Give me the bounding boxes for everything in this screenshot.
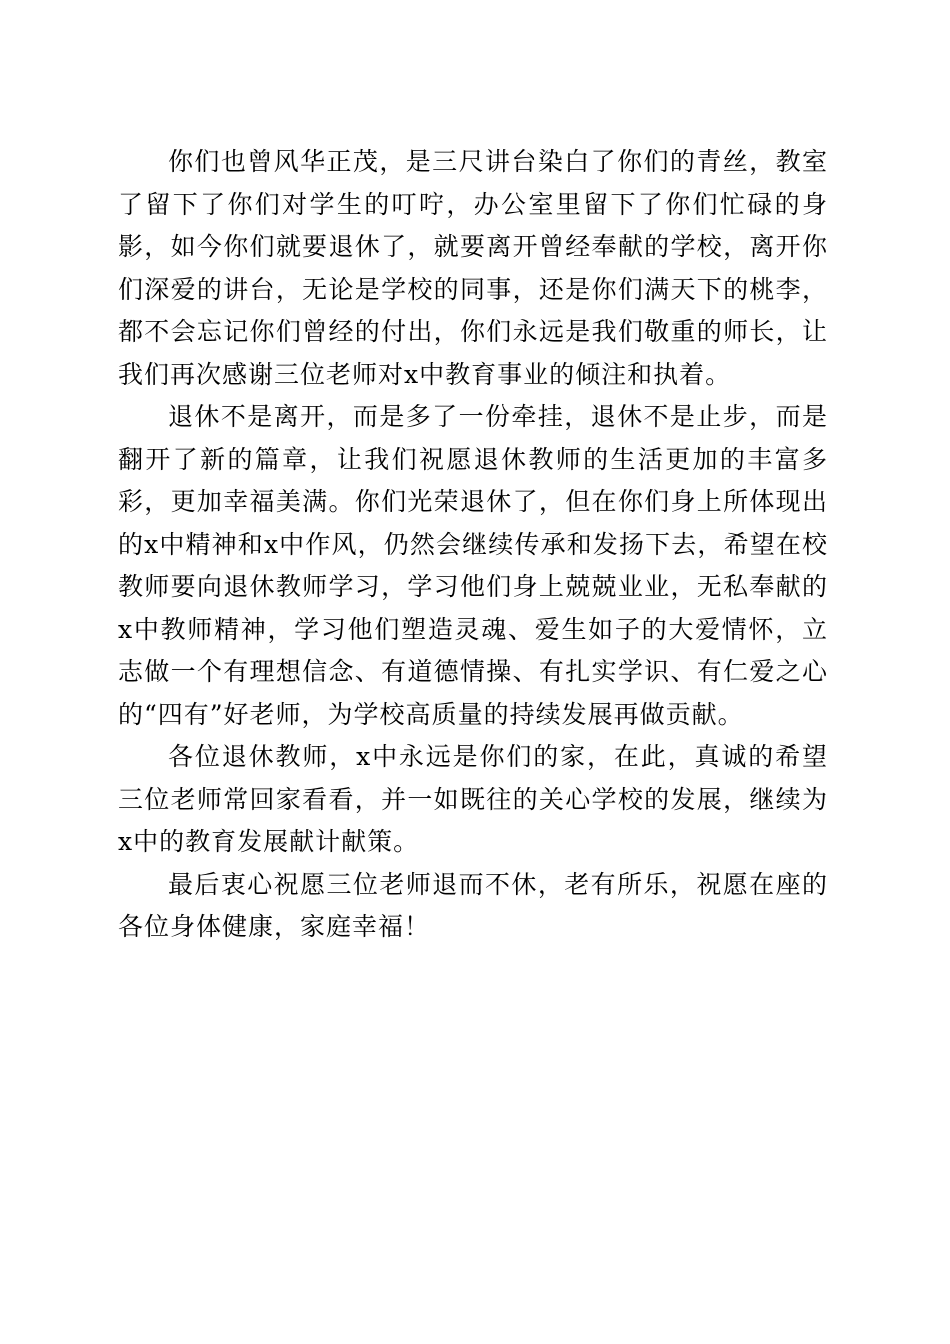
paragraph-1: 你们也曾风华正茂，是三尺讲台染白了你们的青丝，教室了留下了你们对学生的叮咛，办公室里留下了你们忙碌的身影，如今你们就要退休了，就要离开曾经奉献的学校，离开你们深爱的讲台，无论是学校的同事，还是你们满天下的桃李，都不会忘记你们曾经的付出，你们永远是我们敬重的师长，让我们再次感谢三位老师对x中教育事业的倾注和执着。 [118, 147, 828, 389]
document-body [118, 141, 828, 949]
paragraph-2: 退休不是离开，而是多了一份牵挂，退休不是止步，而是翻开了新的篇章，让我们祝愿退休教师的生活更加的丰富多彩，更加幸福美满。你们光荣退休了，但在你们身上所体现出的x中精神和x中作风，仍然会继续传承和发扬下去，希望在校教师要向退休教师学习，学习他们身上兢兢业业，无私奉献的x中教师精神，学习他们塑造灵魂、爱生如子的大爱情怀，立志做一个有理想信念、有道德情操、有扎实学识、有仁爱之心的“四有”好老师，为学校高质量的持续发展再做贡献。 [118, 402, 828, 729]
paragraph-4: 最后衷心祝愿三位老师退而不休，老有所乐，祝愿在座的各位身体健康，家庭幸福！ [118, 869, 828, 941]
paragraph-3: 各位退休教师，x中永远是你们的家，在此，真诚的希望三位老师常回家看看，并一如既往的关心学校的发展，继续为x中的教育发展献计献策。 [118, 742, 828, 856]
